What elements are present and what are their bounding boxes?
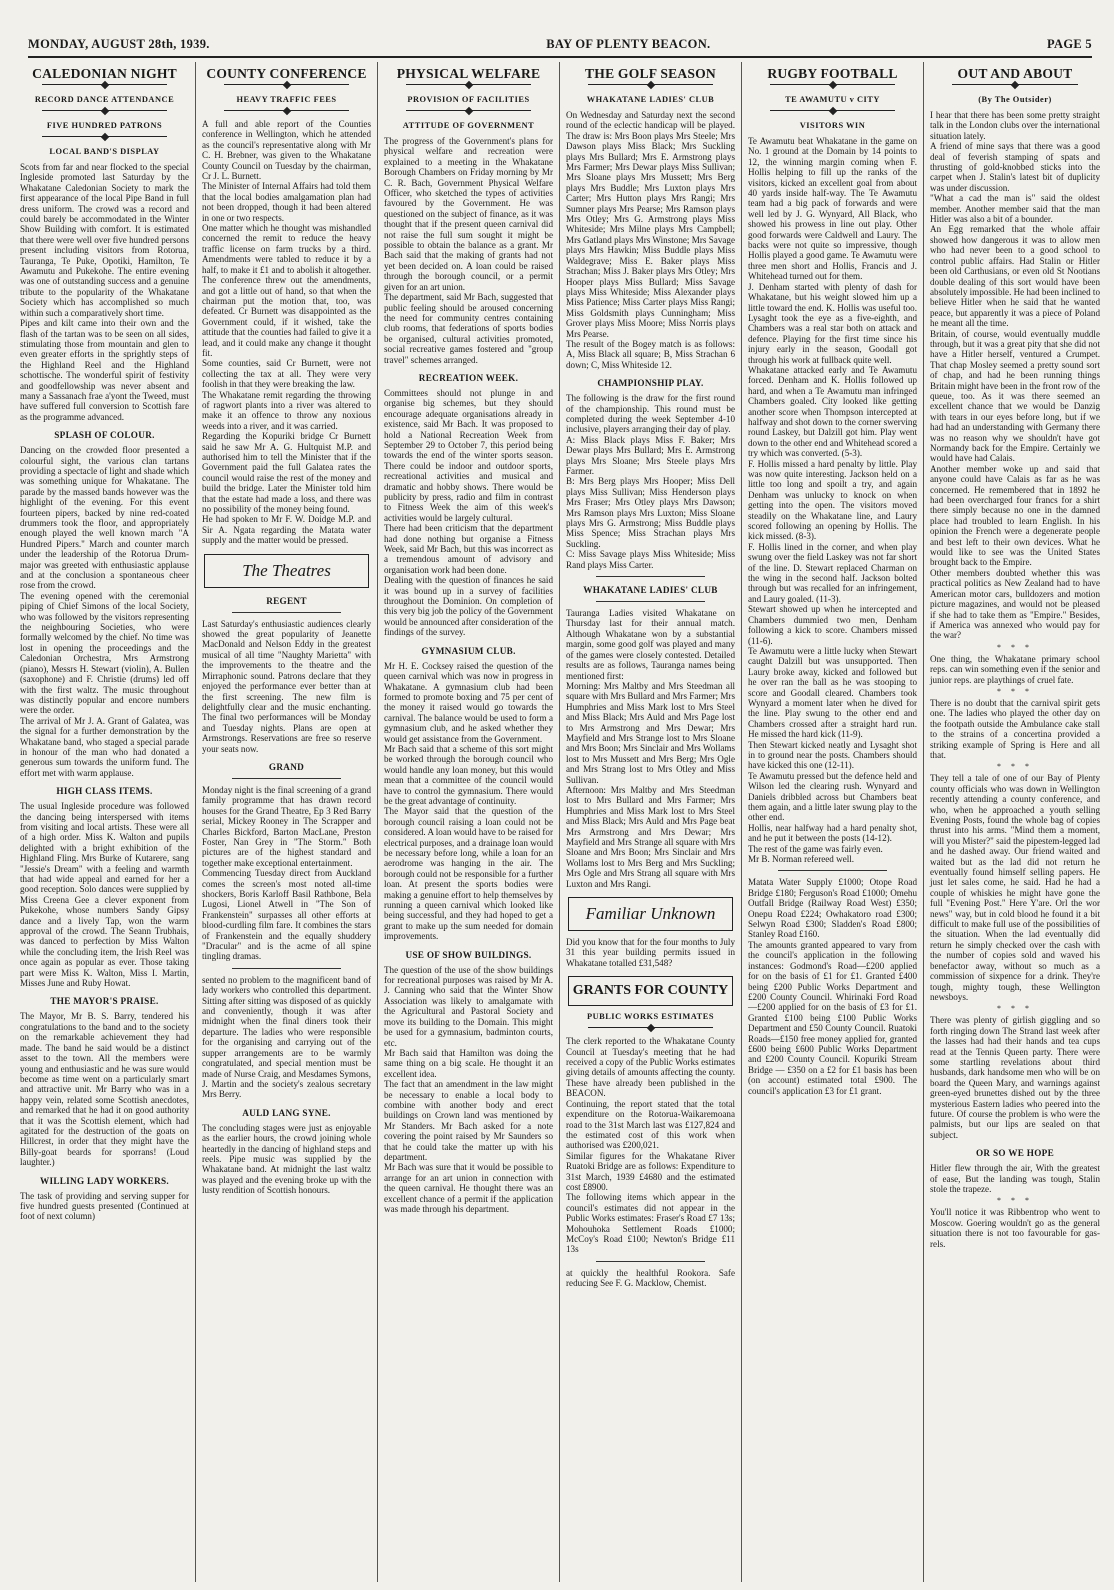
paragraph: Mr Bach said that Hamilton was doing the same thing on a big scale. He thought it an excellent idea. <box>384 1047 553 1079</box>
paragraph: Te Awamutu were a little lucky when Stewart caught Dalzill but was unsupported. Then Laury broke away, kicked and followed but he over ran the ball as he was stooping to score and Goodall cleared. Chambers took Wynyard a moment later when he dived for the line. Play swung to the other end and Chambers crossed after a straight hard run. He missed the hard kick (11-9). <box>748 645 917 740</box>
paragraph: Matata Water Supply £1000; Otope Road Bridge £180; Ferguson's Road £1000; Omehu Outfall Bridge (Railway Road West) £350; Onepu Road £224; Owhakatoro road £300; Selwyn Road £300; Sladden's Road £800; Stanley Road £160. <box>748 877 917 940</box>
subhead: ATTITUDE OF GOVERNMENT <box>402 121 535 130</box>
column-5 <box>742 62 924 1582</box>
divider <box>770 84 895 91</box>
paragraph: Did you know that for the four months to July 31 this year building permits issued in Whakatane totalled £31,548? <box>566 937 735 968</box>
column-3 <box>378 62 560 1582</box>
subhead: FIVE HUNDRED PATRONS <box>46 121 163 130</box>
divider <box>596 576 705 577</box>
paper-name: BAY OF PLENTY BEACON. <box>546 37 711 51</box>
section-heading: HIGH CLASS ITEMS. <box>56 786 153 797</box>
paragraph: The result of the Bogey match is as follows: A, Miss Black all square; B, Miss Strachan 6 down; C, Miss Whiteside 12. <box>566 338 735 370</box>
section-heading: OR SO WE HOPE <box>975 1148 1054 1159</box>
paragraph: There is no doubt that the carnival spirit gets one. The ladies who played the other day on the footpath outside the Ambulance cake stall to the strains of a concertina provided a striking example of Spring is Here and all that. <box>930 697 1100 760</box>
paragraph: Similar figures for the Whakatane River Ruatoki Bridge are as follows: Expenditure to 31st March, 1939 £4680 and the estimated cost £8900. <box>566 1150 735 1192</box>
divider <box>232 968 341 969</box>
subhead: TE AWAMUTU v CITY <box>785 95 880 104</box>
masthead <box>28 34 1092 52</box>
divider <box>588 1027 713 1034</box>
star-separator: * * * <box>997 762 1033 772</box>
paragraph: I hear that there has been some pretty straight talk in the London clubs over the international situation lately. <box>930 110 1100 141</box>
paragraph: An Egg remarked that the whole affair showed how dangerous it was to allow men who had never been to a good school to control public affairs. Had Stalin or Hitler been old Carthusians, or even old St Nootians double dealing of this sort would have been absolutely impossible. He had been inclined to believe Hitler when he said that he wanted peace, but apparently it was a piece of Poland he meant all the time. <box>930 224 1100 329</box>
subhead: HEAVY TRAFFIC FEES <box>236 95 337 104</box>
paragraph: The concluding stages were just as enjoyable as the earlier hours, the crowd joining whole heartedly in the dancing of highland steps and reels. Pipe music was supplied by the Whakatane band. At midnight the last waltz was played and the evening broke up with the lusty rendition of Scottish honours. <box>202 1122 371 1196</box>
byline: (By The Outsider) <box>978 95 1052 104</box>
section-heading: RECREATION WEEK. <box>418 372 519 383</box>
paragraph: Hollis, near halfway had a hard penalty shot, and he put it between the posts (14-12). <box>748 822 917 844</box>
theatres-banner: The Theatres <box>204 554 369 588</box>
paragraph: Mr B. Norman refereed well. <box>748 854 855 865</box>
grants-for-county-banner: GRANTS FOR COUNTY <box>568 976 733 1006</box>
section-heading: GYMNASIUM CLUB. <box>421 645 516 656</box>
paragraph: C: Miss Savage plays Miss Whiteside; Miss Rand plays Miss Carter. <box>566 549 735 570</box>
columns <box>14 62 1106 1582</box>
paragraph: There had been criticism that the department had done nothing but organise a Fitness Week, said Mr Bach, but this was incorrect as a tremendous amount of advisory and organisation work had been done. <box>384 523 553 575</box>
section-heading: GRAND <box>268 761 305 772</box>
advertisement: at quickly the healthful Rookora. Safe reducing See F. G. Macklow, Chemist. <box>566 1267 735 1289</box>
paragraph: The clerk reported to the Whakatane County Council at Tuesday's meeting that he had received a copy of the Public Works estimates giving details of amounts affecting the county. These have already been published in the BEACON. <box>566 1036 735 1099</box>
paragraph: Dealing with the question of finances he said it was bound up in a survey of facilities throughout the Dominion. On completion of this very big job the policy of the Government would be announced after consideration of the findings of the survey. <box>384 575 553 638</box>
subhead: RECORD DANCE ATTENDANCE <box>34 95 175 104</box>
divider <box>596 601 705 602</box>
paragraph: A friend of mine says that there was a good deal of feverish stamping of spats and thrusting of gold-knobbed sticks into the carpet when J. Stalin's latest bit of duplicity was under discussion. <box>930 141 1100 193</box>
paragraph: Mr Bach was sure that it would be possible to arrange for an art union in connection with the queen carnival. He thought there was an excellent chance of a permit if the application was made through his department. <box>384 1162 553 1214</box>
headline-golf-season: THE GOLF SEASON <box>585 66 716 81</box>
paragraph: The following items which appear in the council's estimates did not appear in the Public Works estimates: Fraser's Road £7 13s; Mohouhoka Settlement Roads £1000; McCoy's Road £100; Newton's Bridge £11 13s <box>566 1192 735 1255</box>
star-separator: * * * <box>997 686 1033 696</box>
section-heading: USE OF SHOW BUILDINGS. <box>405 949 532 960</box>
paragraph: Regarding the Kopuriki bridge Cr Burnett said he saw Mr A. G. Hultquist M.P. and authorised him to tell the Minister that if the Government paid the full Galatea rates the council would raise the rest of the money and build the bridge. Later the Minister told him that the estate had made a loss, and there was no possibility of the money being found. <box>202 431 371 515</box>
paragraph: You'll notice it was Ribbentrop who went to Moscow. Goering wouldn't go as the general situation there is not too favourable for gas-rels. <box>930 1207 1100 1249</box>
subhead: WHAKATANE LADIES' CLUB <box>586 95 715 104</box>
paragraph: The arrival of Mr J. A. Grant of Galatea, was the signal for a further demonstration by the Whakatane band, who staged a special parade in honour of the man who had donated a generous sum towards the uniform fund. The effort met with warm applause. <box>20 715 189 778</box>
paragraph: Mr Bach said that a scheme of this sort might be worked through the borough council who would handle any loan money, but this would mean that a committee of the council would have to control the gymnasium. There would be the great advantage of continuity. <box>384 743 553 806</box>
paragraph: Morning: Mrs Maltby and Mrs Steedman all square with Mrs Bullard and Mrs Farmer; Mrs Humphries and Miss Mark lost to Mrs Steel and Miss Black; Mrs Auld and Mrs Page lost to Mrs Armstrong and Mrs Dewar; Mrs Mayfield and Mrs Strange lost to Mrs Sloane and Mrs Boon; Mrs Sinclair and Mrs Wollams lost to Mrs Mussett and Mrs Berg; Mrs Ogle and Mrs Strang lost to Mrs Otley and Miss Sullivan. <box>566 680 735 785</box>
paragraph: The following is the draw for the first round of the championship. This round must be completed during the week September 4-10 inclusive, players arranging their day of play. <box>566 393 735 435</box>
paragraph: F. Hollis missed a hard penalty by little. Play was now quite interesting. Jackson held on a little too long and spoilt a try, and again Denham was unlucky to knock on when getting into the open. The visitors moved steadily on the Whakatane line, and Laury scored following an opening by Hollis. The kick missed. (8-3). <box>748 458 917 542</box>
paragraph: The Whakatane remit regarding the throwing of ragwort plants into a river was altered to make it an offence to throw any noxious weeds into a river, and it was carried. <box>202 389 371 431</box>
paragraph: Whakatane attacked early and Te Awamutu forced. Denham and K. Hollis followed up hard, and when a Te Awamutu man infringed Chambers goaled. City looked like getting another score when Thompson intercepted at halfway and shot down to the corner swerving round Laskey, but Dalzill got him. Play went down to the other end and Whitehead scored a try which was converted. (5-3). <box>748 364 917 459</box>
paragraph: On Wednesday and Saturday next the second round of the eclectic handicap will be played. The draw is: Mrs Boon plays Mrs Steele; Mrs Dawson plays Miss Black; Mrs Suckling plays Mrs Bullard; Mrs E. Armstrong plays Mrs Farmer; Mrs Dewar plays Miss Sullivan; Mrs Sloane plays Mrs Mussett; Mrs Berg plays Mrs Buddle; Mrs Luxton plays Mrs Carter; Mrs Hutton plays Mrs Rangi; Mrs Sumner plays Mrs Pearse; Mrs Ramson plays Mrs Otley; Mrs G. Armstrong plays Miss Whiteside; Mrs Milne plays Mrs Campbell; Mrs Gatland plays Mrs Winstone; Mrs Savage plays Mrs Hawkin; Miss Buddle plays Miss Waldegrave; Miss E. Baker plays Miss Strachan; Miss J. Baker plays Mrs Otley; Mrs Hooper plays Miss Bullard; Miss Savage plays Miss Whiteside; Miss Alexander plays Miss Patience; Miss Carter plays Miss Rangi; Miss Goldsmith plays Cunningham; Miss Grover plays Miss Moore; Miss Norris plays Mrs Pearse. <box>566 110 735 339</box>
paragraph: The department, said Mr Bach, suggested that public feeling should be aroused concerning the need for community centres containing club rooms, that federations of sports bodies be organised, cultural activities promoted, social recreative games fostered and "group travel" schemes arranged. <box>384 292 553 365</box>
paragraph: One matter which he thought was mishandled concerned the remit to reduce the heavy traffic license on farm trucks by a third. Amendments were tabled to reduce it by a half, to make it £1 and to abolish it altogether. The conference threw out the amendments, and got a little out of hand, so that when the chairman put the motion that, too, was defeated. Cr Burnett was disappointed as the Government could, if it wished, take the attitude that the counties had failed to give it a lead, and it could make any change it thought fit. <box>202 223 371 358</box>
paragraph: The rest of the game was fairly even. <box>748 843 883 854</box>
paragraph: Commencing Tuesday direct from Auckland comes the screen's most noted all-time shockers, Boris Karloff Basil Rathbone, Bela Lugosi, Lionel Atwell in "The Son of Frankenstein" surpasses all other efforts at blood-curdling film fare. It combines the stars of Frankenstein and the equally shuddery "Dracular" and is the acme of all spine tingling dramas. <box>202 868 371 962</box>
paragraph: A: Miss Black plays Miss F. Baker; Mrs Dewar plays Mrs Bullard; Mrs E. Armstrong plays Mrs Sloane; Mrs Steele plays Mrs Farmer. <box>566 434 735 476</box>
paragraph: Mr H. E. Cocksey raised the question of the queen carnival which was now in progress in Whakatane. A gymnasium club had been formed to promote boxing and 75 per cent of the money it raised would go towards the carnival. The balance would be used to form a gymnasium club, and he asked whether they would get assistance from the Government. <box>384 660 553 744</box>
paragraph: Te Awamutu pressed but the defence held and Wilson led the clearing rush. Wynyard and Daniels dribbled across but Chambers beat them again, and a little later swung play to the other end. <box>748 770 917 823</box>
subhead: VISITORS WIN <box>799 121 866 130</box>
headline-rugby-football: RUGBY FOOTBALL <box>767 66 898 81</box>
paragraph: One thing, the Whakatane primary school reps. can win something even if the senior and junior reps. are playthings of cruel fate. <box>930 653 1100 685</box>
paragraph: They tell a tale of one of our Bay of Plenty county officials who was down in Wellington recently attending a county conference, and who, when he approached a youth selling Evening Posts, found the whole bag of copies thrust into his arms. "Mind them a moment, will you Mister?" said the pipestem-legged lad and he dashed away. Our friend waited and waited but as the lad did not return he eventually found himself selling papers. He just let sales come, he said. Had he had a couple of whiskies he might have gone the full "Evening Post." Here Y'are. Orl the wor news" way, but in cold blood he found it a bit difficult to make full use of the possibilities of the situation. When the lad eventually did return he simply checked over the cash with the number of copies sold and waved his benefactor away, without so much as a commission of sixpence for a drink. They're tough, mighty tough, these Wellington newsboys. <box>930 773 1100 1002</box>
paragraph: The Minister of Internal Affairs had told them that the local bodies amalgamation plan had not been dropped, though it had been altered in one or two respects. <box>202 181 371 223</box>
divider <box>232 778 341 779</box>
star-separator: * * * <box>997 1004 1033 1014</box>
paragraph: Committees should not plunge in and organise big schemes, but they should encourage adequate organisations already in existence, said Mr Bach. It was proposed to hold a National Recreation Week from September 29 to October 7, this period being towards the end of the winter sports season. There could be indoor and outdoor sports, recreational activities and musical and dramatic and hobby shows. There would be publicity by press, radio and film in contrast to Fitness Week the aim of this week's activities would be largely cultural. <box>384 387 553 523</box>
paragraph: Some counties, said Cr Burnett, were not collecting the tax at all. They were very foolish in that they were breaking the law. <box>202 358 371 390</box>
paragraph: The fact that an amendment in the law might be necessary to enable a local body to combine with another body and erect buildings on Crown land was mentioned by Mr Standers. Mr Bach asked for a note covering the point raised by Mr Saunders so that he could take the matter up with his department. <box>384 1079 553 1162</box>
divider <box>224 110 349 117</box>
paragraph: The question of the use of the show buildings for recreational purposes was raised by Mr A. J. Canning who said that the Winter Show Association was likely to amalgamate with the Agricultural and Pastoral Society and move its building to the Domain. This might be used for a gymnasium, badminton courts, etc. <box>384 964 553 1048</box>
paragraph: Afternoon: Mrs Maltby and Mrs Steedman lost to Mrs Bullard and Mrs Farmer; Mrs Humphries and Miss Mark lost to Mrs Steel and Miss Black; Mrs Auld and Mrs Page beat Mrs Armstrong and Mrs Dewar; Mrs Mayfield and Mrs Strange all square with Mrs Sloane and Mrs Boon; Mrs Sinclair and Mrs Wollams lost to Mrs Berg and Mrs Suckling; Mrs Ogle and Mrs Strang all square with Mrs Luxton and Mrs Rangi. <box>566 784 735 889</box>
divider <box>778 870 887 871</box>
divider <box>596 1261 705 1262</box>
section-heading: WHAKATANE LADIES' CLUB <box>583 585 718 596</box>
paragraph: Then Stewart kicked neatly and Lysaght shot in to ground near the posts. Chambers should have kicked this one (12-11). <box>748 739 917 771</box>
headline-caledonian: CALEDONIAN NIGHT <box>32 66 177 81</box>
section-heading: WILLING LADY WORKERS. <box>39 1175 170 1186</box>
paragraph: J. Denham started with plenty of dash for Whakatane, but his weight slowed him up a little toward the end. K. Hollis was useful too. Lysaght took the eye as a five-eighth, and Chambers was a real star both on attack and defence. Playing for the first time since his injury early in the season, Goodall got through his work at fullback quite well. <box>748 281 917 365</box>
paragraph: Te Awamutu beat Whakatane in the game on No. 1 ground at the Domain by 14 points to 12, the winning margin coming when F. Hollis helping to fill up the ranks of the visitors, kicked an excellent goal from about 40 yards inside half-way. The Te Awamutu team had a big pack of forwards and were well led by J. G. Wynyard, All Black, who showed his prowess in line out play. Other good forwards were Caldwell and Laury. The backs were not quite so impressive, though Hollis played a good game. Te Awamutu were three men short and Hollis, Francis and J. Whitehead turned out for them. <box>748 136 917 282</box>
paragraph: Last Saturday's enthusiastic audiences clearly showed the great popularity of Jeanette MacDonald and Nelson Eddy in the greatest musical of all time "Naughty Marietta" with the improvements to the theatre and the Mirraphonic sound. Patrons declare that they enjoyed the performance ever better than at the first screening. The new film is delightfully clear and the music enchanting. The final two performances will be Monday and Tuesday nights. Plans are open at Armstrongs. Reservations are free so reserve your seats now. <box>202 618 371 754</box>
paragraph: B: Mrs Berg plays Mrs Hooper; Miss Dell plays Miss Sullivan; Miss Henderson plays Mrs Fraser; Mrs Otley plays Mrs Dawson; Mrs Ramson plays Mrs Luxton; Miss Sloane plays Mrs G. Armstrong; Miss Buddle plays Miss Spence; Miss Strachan plays Mrs Suckling. <box>566 476 735 549</box>
paragraph: Dancing on the crowded floor presented a colourful sight, the various clan tartans providing a spectacle of light and shade which was something unique for Whakatane. The parade by the massed bands however was the highlight of the evening. For this event fourteen pipers, backed by nine red-coated drummers took the floor, and appropriately enough played the well known march "A Hundred Pipers." March and counter march under the leadership of the Rotorua Drum-major was greeted with enthusiastic applause and at the conclusion a spontaneous cheer rose from the crowd. <box>20 445 189 591</box>
verse: Hitler flew through the air, With the greatest of ease, But the landing was tough, Stalin stole the trapeze. <box>930 1163 1100 1194</box>
section-heading: CHAMPIONSHIP PLAY. <box>597 378 704 389</box>
paragraph: There was plenty of girlish giggling and so forth ringing down The Strand last week after the lasses had had their hands and tea cups read at the Tennis Queen party. There were some startling revelations about third husbands, dark handsome men who will be on board the Queen Mary, and warnings against green-eyed brunettes dished out by the three mysterious Eastern ladies who peered into the future. Of course the problem is who were the palmists, but our lips are sealed on that subject. <box>930 1015 1100 1140</box>
paragraph: He had spoken to Mr F. W. Doidge M.P. and Sir A. Ngata regarding the Matata water supply and the matter would be pressed. <box>202 514 371 546</box>
divider <box>42 110 167 117</box>
paragraph: Pipes and kilt came into their own and the flash of the tartan was to be seen on all sides, stimulating those from mountain and glen to even greater efforts in the sprightly steps of the Highland Reel and the Highland schottische. The wonderful spirit of festivity and goodfellowship was never absent and many a Sassanach frae a'yont the Tweed, must have suffered full conversion to Scottish fare as the programme advanced. <box>20 318 189 422</box>
headline-out-and-about: OUT AND ABOUT <box>957 66 1073 81</box>
paragraph: sented no problem to the magnificent band of lady workers who controlled this department. Sitting after sitting was disposed of as quickly and conveniently, though it was after midnight when the final diners took their departure. The ladies who were responsible for the organising and carrying out of the supper arrangements are to be warmly congratulated, and special mention must be made of Nurse Craig, and Mesdames Symons, J. Martin and the society's zealous secretary Mrs Berry. <box>202 974 371 1100</box>
paragraph: Another member woke up and said that anyone could have Calais as far as he was concerned. He remembered that in 1892 he had been overcharged four francs for a shirt there simply because no one in the damned place had troubled to learn English. In his opinion the French were a degenerate people and best left to their own devices. What he would like to see was the United States brought back to the Empire. <box>930 463 1100 568</box>
paragraph: Monday night is the final screening of a grand family programme that has drawn record houses for the Grand Theatre, Ep 3 Red Barry serial, Mickey Rooney in The Scrapper and Charles Bickford, Barton MacLane, Preston Foster, Nan Grey in "The Storm." Both pictures are of the highest standard and together make exceptional entertainment. <box>202 784 371 868</box>
divider <box>770 110 895 117</box>
star-separator: * * * <box>997 1196 1033 1206</box>
divider <box>42 84 167 91</box>
paragraph: Tauranga Ladies visited Whakatane on Thursday last for their annual match. Although Whakatane won by a substantial margin, some good golf was played and many of the games were closely contested. Detailed results are as follows, Tauranga names being mentioned first: <box>566 608 735 681</box>
paragraph: The amounts granted appeared to vary from the council's application in the following instances: Godmond's Road—£200 applied for on the basis of £1 for £1. Granted £400 being £200 Public Works Department and £200 County Council. Whirinaki Ford Road—£200 applied for on the basis of £3 for £1. Granted £100 being £100 Public Works Department and £50 County Council. Ruatoki Roads—£150 free money applied for, granted £600 being £600 Public Works Department and £200 County Council. Kopuriki Stream Bridge — £350 on a £2 for £1 basis has been (on account) estimated total £900. The council's application £3 for £1 grant. <box>748 939 917 1096</box>
subhead: LOCAL BAND'S DISPLAY <box>49 147 160 156</box>
paragraph: Britain, of course, would eventually muddle through, but it was a great pity that she did not have a Hitler herself, ventured a Crumpet. That chap Mosley seemed a pretty sound sort of chap, and had he been running things Britain might have been in the front row of the queue, too. As it was there seemed an excellent chance that we would be Danzig with tears in our eyes before long, but if we had had an understanding with Germany there was no reason why we shouldn't have got Normandy back for the Empire. Certainly we would have had Calais. <box>930 328 1100 464</box>
star-separator: * * * <box>997 642 1033 652</box>
divider <box>406 84 531 91</box>
familiar-unknown-banner: Familiar Unknown <box>568 897 733 931</box>
section-heading: REGENT <box>266 595 307 606</box>
column-4 <box>560 62 742 1582</box>
headline-physical-welfare: PHYSICAL WELFARE <box>396 66 541 81</box>
section-heading: THE MAYOR'S PRAISE. <box>50 996 159 1007</box>
section-heading: SPLASH OF COLOUR. <box>54 430 155 441</box>
column-2 <box>196 62 378 1582</box>
divider <box>224 84 349 91</box>
column-1 <box>14 62 196 1582</box>
paragraph: The Mayor, Mr B. S. Barry, tendered his congratulations to the band and to the society on the remarkable achievement they had made. The band he said would be a distinct asset to the town. All the members were young and enthusiastic and he was sure would become as time went on a particularly smart and attractive unit. Mr Barry who was in a happy vein, related some Scottish anecdotes, and remarked that he had it on good authority that it was the Scottish element, which had agitated for the destruction of the goats on Hillcrest, in order that they might have the Billy-goat beards for sporrans! (Loud laughter.) <box>20 1011 189 1168</box>
section-heading: AULD LANG SYNE. <box>242 1107 331 1118</box>
paragraph: The progress of the Government's plans for physical welfare and recreation were explained to a meeting in the Whakatane Borough Chambers on Friday morning by Mr C. R. Bach, Government Physical Welfare Officer, who sketched the types of activities favoured by the Government. He was questioned on the subject of finance, as it was thought that if the present queen carnival did not raise the full sum sought it might be possible to obtain the balance as a grant. Mr Bach said that the making of grants had not yet been decided on. A loan could be raised through the borough council, or a permit given for an art union. <box>384 136 553 292</box>
paragraph: The Mayor said that the question of the borough council raising a loan could not be considered. A loan would have to be raised for electrical purposes, and a drainage loan would be necessary before long, while a loan for an aerodrome was hanging in the air. The borough could not be responsible for a further loan. At present the sports bodies were making a genuine effort to help themselves by running a queen carnival which looked like being successful, and they had hoped to get a grant to make up the sum needed for domain improvements. <box>384 806 553 942</box>
paragraph: A full and able report of the Counties conference in Wellington, which he attended as the council's representative along with Mr C. H. Brebner, was given to the Whakatane County Council on Tuesday by the chairman, Cr J. L. Burnett. <box>202 119 371 182</box>
paragraph: Scots from far and near flocked to the special Ingleside promoted last Saturday by the Whakatane Caledonian Society to mark the first appearance of the local Pipe Band in full dress uniform. The crowd was a record and could barely be accommodated in the Winter Show Building with comfort. It is estimated that there were well over five hundred persons present including visitors from Rotorua, Tauranga, Te Puke, Opotiki, Hamilton, Te Awamutu and Pukekohe. The entire evening was one of outstanding success and a genuine tribute to the popularity of the Whakatane Society which has accomplished so much within such a comparatively short time. <box>20 162 189 318</box>
paragraph: The usual Ingleside procedure was followed the dancing being interspersed with items from visiting and local artists. These were all of a high order. Miss K. Walton and pupils delighted with a bright exhibition of the Highland Fling. Mrs Burke of Kutarere, sang "Jessie's Dream" with a feeling and warmth that had wide appeal and earned for her a good reception. Solo dances were supplied by Miss Creena Gee a clever exponent from Pukekohe, whose numbers Sandy Gipsy dance and a lively Tap, won the warm approval of the crowd. The Seann Trubhais, was danced to perfection by Miss Walton while the concluding item, the Irish Reel was once again as popular as ever. Those taking part were Miss K. Walton, Miss I. Martin, Misses June and Ruby Howat. <box>20 801 189 989</box>
divider <box>232 612 341 613</box>
masthead-rule <box>28 56 1092 58</box>
paragraph: F. Hollis lined in the corner, and when play swung over the field Laskey was not far short of the line. D. Stewart replaced Charman on the wing in the second half. Jackson bolted through but was recalled for an infringement, and Laury goaled. (11-3). <box>748 541 917 604</box>
divider <box>588 84 713 91</box>
divider <box>952 84 1078 91</box>
page-number: PAGE 5 <box>1047 37 1092 51</box>
paragraph: The evening opened with the ceremonial piping of Chief Simons of the local Society, who was followed by the visitors representing the neighbouring Societies, who were formally welcomed by the chief. No time was lost in opening the proceedings and the Caledonian Orchestra, Mrs Armstrong (piano), Messrs H. Stewart (violin), A. Bullen (saxophone) and F. Christie (drums) led off with the first waltz. The music throughout was distinctly popular and encore numbers were the order. <box>20 590 189 716</box>
paragraph: Continuing, the report stated that the total expenditure on the Rotorua-Waikaremoana road to the 31st March last was £127,824 and the estimated cost of this work when authorised was £200,021. <box>566 1098 735 1151</box>
headline-county-conference: COUNTY CONFERENCE <box>206 66 367 81</box>
paragraph: Stewart showed up when he intercepted and Chambers dummied two men, Denham following a kick to score. Chambers missed (11-6). <box>748 604 917 646</box>
divider <box>406 110 531 117</box>
subhead: PROVISION OF FACILITIES <box>407 95 530 104</box>
paragraph: "What a cad the man is" said the oldest member. Another member said that the man Hitler was also a bit of a bounder. <box>930 193 1100 225</box>
column-6 <box>924 62 1106 1582</box>
issue-date: MONDAY, AUGUST 28th, 1939. <box>28 37 210 51</box>
divider <box>42 136 167 143</box>
paragraph: The task of providing and serving supper for five hundred guests presented (Continued at foot of next column) <box>20 1190 189 1222</box>
subhead: PUBLIC WORKS ESTIMATES <box>586 1012 715 1022</box>
paragraph: Other members doubted whether this was practical politics as New Zealand had to have American motor cars, bulldozers and motion picture magazines, and would not be pleased if she had to take them as "Empire." Besides, if America was annexed who would pay for the war? <box>930 567 1100 641</box>
